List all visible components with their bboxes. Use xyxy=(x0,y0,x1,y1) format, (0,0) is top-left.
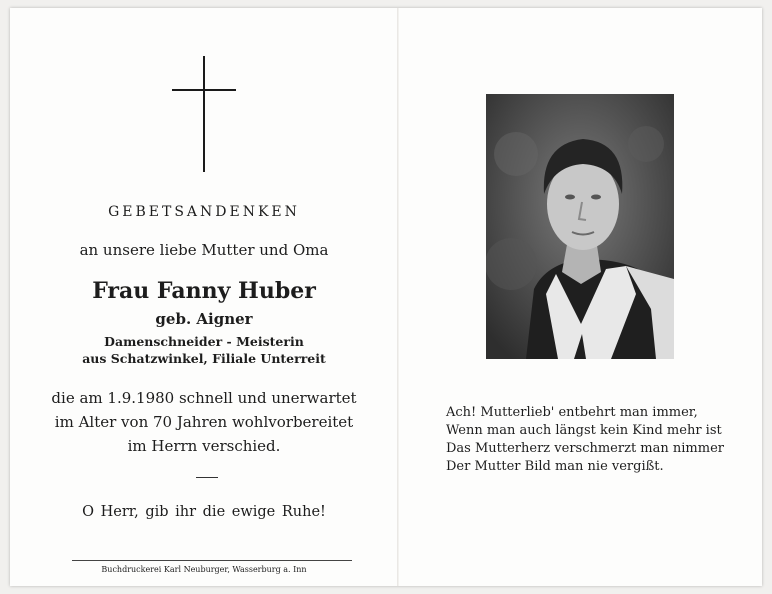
prayer-card xyxy=(10,8,762,586)
cross-icon xyxy=(203,56,205,172)
divider xyxy=(196,477,218,478)
prayer-text: O Herr, gib ihr die ewige Ruhe! xyxy=(82,504,326,520)
hometown: aus Schatzwinkel, Filiale Unterreit xyxy=(82,351,326,366)
footer-rule xyxy=(72,560,352,561)
right-page xyxy=(398,8,762,586)
death-notice-line-3: im Herrn verschied. xyxy=(127,437,281,455)
verse-line-1: Ach! Mutterlieb' entbehrt man immer, xyxy=(446,405,698,420)
death-notice-line-2: im Alter von 70 Jahren wohlvorbereitet xyxy=(54,413,354,431)
verse-line-4: Der Mutter Bild man nie vergißt. xyxy=(446,459,664,474)
left-page xyxy=(10,8,398,586)
heading: GEBETSANDENKEN xyxy=(108,204,300,220)
portrait-photo xyxy=(486,94,674,359)
death-notice-line-1: die am 1.9.1980 schnell und unerwartet xyxy=(51,389,357,407)
occupation: Damenschneider - Meisterin xyxy=(104,334,304,349)
intro-text: an unsere liebe Mutter und Oma xyxy=(79,241,329,259)
cross-icon-bar xyxy=(172,89,236,91)
deceased-name: Frau Fanny Huber xyxy=(92,278,316,304)
printer-credit: Buchdruckerei Karl Neuburger, Wasserburg a. Inn xyxy=(101,565,307,574)
verse-line-2: Wenn man auch längst kein Kind mehr ist xyxy=(446,423,722,438)
verse-line-3: Das Mutterherz verschmerzt man nimmer xyxy=(446,441,724,456)
maiden-name: geb. Aigner xyxy=(155,310,253,328)
